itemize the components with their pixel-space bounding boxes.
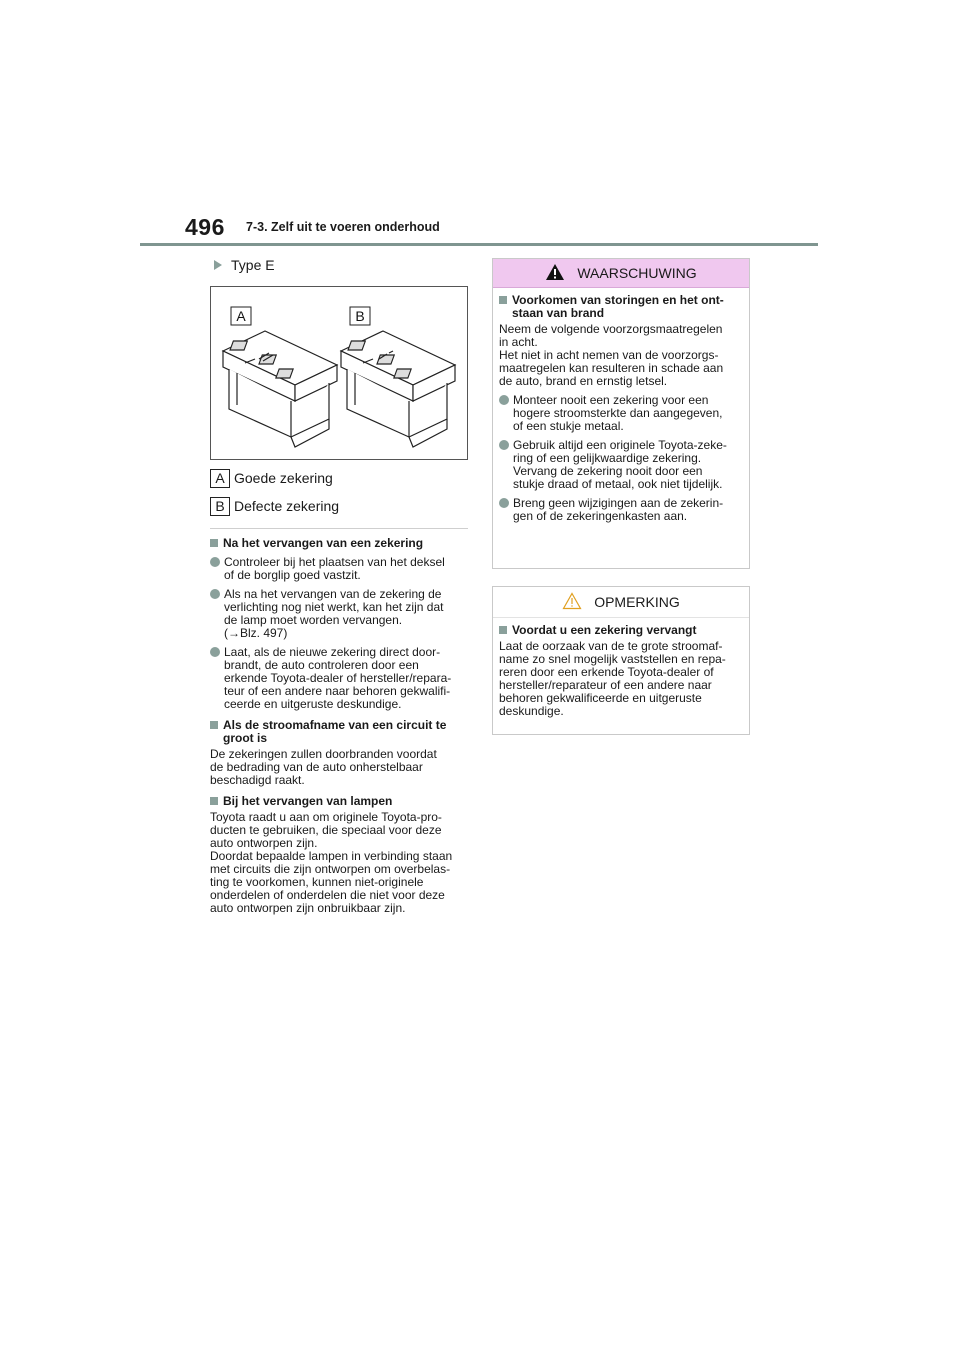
- list-item: Controleer bij het plaatsen van het deksel of de borglip goed vastzit.: [210, 556, 468, 582]
- list-item: Breng geen wijzigingen aan de zekerin- gen of de zekeringenkasten aan.: [499, 497, 743, 523]
- warning-body: [493, 288, 749, 523]
- header-rule: [140, 243, 818, 246]
- triangle-marker-icon: [214, 260, 222, 270]
- note-title: OPMERKING: [594, 593, 680, 610]
- round-bullet-icon: [499, 395, 509, 405]
- round-bullet-icon: [499, 440, 509, 450]
- paragraph: Laat de oorzaak van de te grote stroomaf- name zo snel mogelijk vaststellen en repa- reren door een erkende Toyota-dealer of hersteller/reparateur of een andere naar behoren gekwalificeerde en uitgeruste deskundige.: [499, 639, 726, 718]
- round-bullet-icon: [210, 557, 220, 567]
- square-bullet-icon: [499, 296, 507, 304]
- paragraph: De zekeringen zullen doorbranden voordat de bedrading van de auto onherstelbaar beschadigd raakt.: [210, 747, 437, 787]
- list-item: Gebruik altijd een originele Toyota-zeke- ring of een gelijkwaardige zekering. Vervang de zekering nooit door een stukje draad of metaal, ook niet tijdelijk.: [499, 439, 743, 491]
- note-box: [492, 586, 750, 735]
- figure-label-b: B: [355, 308, 365, 324]
- square-bullet-icon: [499, 626, 507, 634]
- type-heading-text: Type E: [231, 256, 275, 273]
- warning-title: WAARSCHUWING: [577, 264, 697, 281]
- caution-triangle-icon: [562, 592, 582, 612]
- list-item: Laat, als de nieuwe zekering direct door- brandt, de auto controleren door een erkende Toyota-dealer of hersteller/repara- teur of een andere naar behoren gekwalifi- ceerde en uitgeruste deskundige.: [210, 646, 468, 711]
- figure-label-a: A: [236, 308, 246, 324]
- fuse-illustration: [210, 286, 468, 460]
- list-item: Als na het vervangen van de zekering de verlichting nog niet werkt, kan het zijn dat de lamp moet worden vervangen. (→Blz. 497): [210, 588, 468, 640]
- square-bullet-icon: [210, 721, 218, 729]
- legend-text: Goede zekering: [234, 469, 333, 486]
- subsection-heading: Na het vervangen van een zekering: [210, 537, 468, 550]
- figure-legend: [210, 468, 468, 516]
- type-heading: [214, 258, 468, 272]
- fuse-drawing: [211, 287, 467, 459]
- warning-header: [493, 259, 749, 288]
- divider: [210, 528, 468, 529]
- legend-key: B: [210, 497, 230, 516]
- page-number: 496: [185, 214, 225, 240]
- round-bullet-icon: [210, 647, 220, 657]
- warning-triangle-icon: [545, 263, 565, 283]
- legend-item: [210, 496, 468, 516]
- list-item: Monteer nooit een zekering voor een hogere stroomsterkte dan aangegeven, of een stukje metaal.: [499, 394, 743, 433]
- legend-item: [210, 468, 468, 488]
- defective-fuse-drawing: [341, 331, 455, 447]
- subsection-heading: Voorkomen van storingen en het ont- staan van brand: [499, 294, 743, 320]
- legend-key: A: [210, 469, 230, 488]
- square-bullet-icon: [210, 539, 218, 547]
- round-bullet-icon: [210, 589, 220, 599]
- good-fuse-drawing: [223, 331, 337, 447]
- paragraph: Toyota raadt u aan om originele Toyota-pro- ducten te gebruiken, die speciaal voor deze auto ontworpen zijn. Doordat bepaalde lampen in verbinding staan met circuits die zijn ontworpen om overbelas- ting te voorkomen, kunnen niet-originele onderdelen of onderdelen die niet voor deze auto ontworpen zijn onbruikbaar zijn.: [210, 810, 453, 915]
- square-bullet-icon: [210, 797, 218, 805]
- subsection-heading: Voordat u een zekering vervangt: [499, 624, 743, 637]
- subsection-heading: Als de stroomafname van een circuit te groot is: [210, 719, 468, 745]
- warning-box: [492, 258, 750, 569]
- left-column: [210, 258, 468, 915]
- paragraph: Neem de volgende voorzorgsmaatregelen in acht. Het niet in acht nemen van de voorzorgs- maatregelen kan resulteren in schade aan de auto, brand en ernstig letsel.: [499, 322, 724, 388]
- legend-text: Defecte zekering: [234, 497, 340, 514]
- note-body: [493, 618, 749, 718]
- section-title: 7-3. Zelf uit te voeren onderhoud: [246, 220, 440, 234]
- note-header: [493, 587, 749, 618]
- subsection-heading: Bij het vervangen van lampen: [210, 795, 468, 808]
- round-bullet-icon: [499, 498, 509, 508]
